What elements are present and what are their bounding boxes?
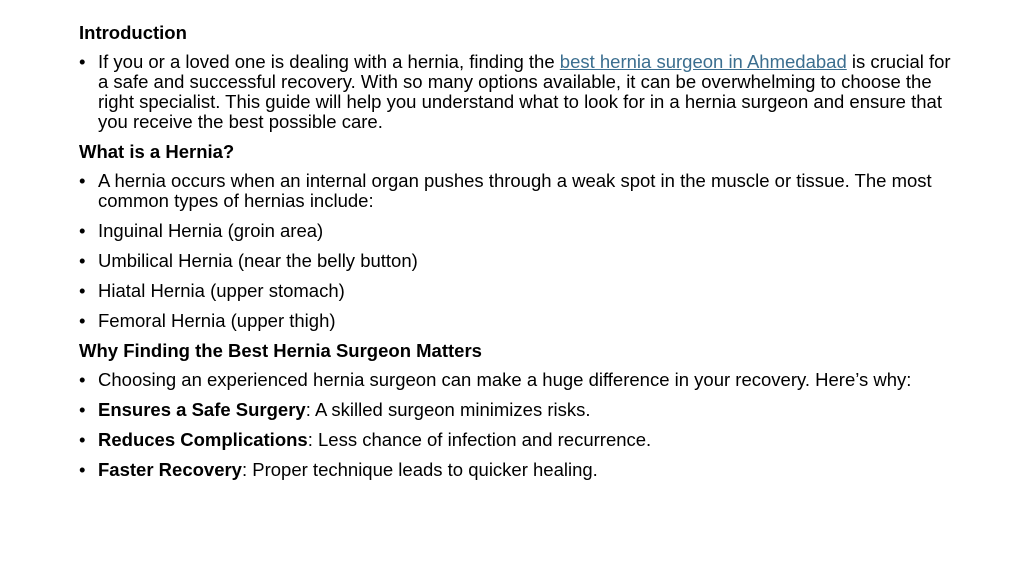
intro-bullet xyxy=(79,52,959,132)
list-item: • Umbilical Hernia (near the belly button) xyxy=(79,251,959,271)
point-desc: : Less chance of infection and recurrence. xyxy=(307,429,652,450)
heading-introduction: Introduction xyxy=(79,22,187,43)
list-item xyxy=(79,400,959,420)
point-term: Ensures a Safe Surgery xyxy=(98,399,306,420)
list-item: • Inguinal Hernia (groin area) xyxy=(79,221,959,241)
list-item: • A hernia occurs when an internal organ pushes through a weak spot in the muscle or tissue. The most common types of hernias include: xyxy=(79,171,959,211)
list-item: • Choosing an experienced hernia surgeon can make a huge difference in your recovery. Here’s why: xyxy=(79,370,959,390)
heading-why-best-surgeon: Why Finding the Best Hernia Surgeon Matters xyxy=(79,340,482,361)
surgeon-link[interactable]: best hernia surgeon in Ahmedabad xyxy=(559,51,847,72)
list-item: • Hiatal Hernia (upper stomach) xyxy=(79,281,959,301)
list-item xyxy=(79,430,959,450)
intro-text-before: If you or a loved one is dealing with a hernia, finding the xyxy=(98,51,560,72)
slide-content xyxy=(79,20,959,490)
list-item: • Femoral Hernia (upper thigh) xyxy=(79,311,959,331)
list-item xyxy=(79,460,959,480)
point-term: Faster Recovery xyxy=(98,459,242,480)
point-term: Reduces Complications xyxy=(98,429,308,450)
heading-what-is-hernia: What is a Hernia? xyxy=(79,141,235,162)
point-desc: : A skilled surgeon minimizes risks. xyxy=(305,399,591,420)
point-desc: : Proper technique leads to quicker healing. xyxy=(241,459,598,480)
intro-text-after: is crucial for a safe and successful recovery. With so many options available, it can be overwhelming to choose the right specialist. This guide will help you understand what to look for in a hernia surgeon and ensure that you receive the best possible care. xyxy=(98,51,951,132)
